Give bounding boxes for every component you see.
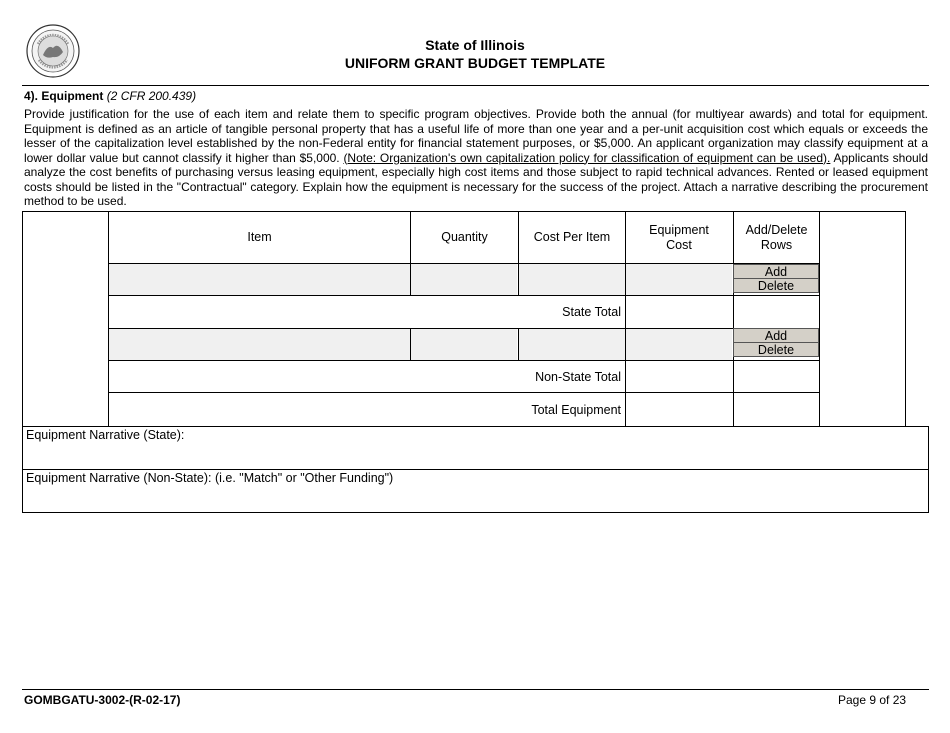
page-number: Page 9 of 23 bbox=[838, 693, 907, 707]
column-header-quantity: Quantity bbox=[441, 230, 488, 244]
nonstate-quantity-input[interactable] bbox=[411, 329, 517, 360]
state-narrative-field[interactable] bbox=[22, 426, 929, 470]
nonstate-total-label: Non-State Total bbox=[535, 369, 621, 384]
section-heading bbox=[24, 89, 196, 103]
total-equipment-label: Total Equipment bbox=[531, 402, 621, 417]
instructions-part1: Provide justification for the use of each item and relate them to specific program objectives. Provide both the annual (for multiyear awards) and total for equipment. Equipment is defined as an article of tangible personal property that has a useful life of more than one year and a per-unit acquisition cost which equals or exceeds the lesser of the capitalization level established by the non-Federal entity for financial statement purposes, or $5,000. An applicant organization may classify equipment at a lower dollar value but cannot classify it higher than $5,000. bbox=[24, 107, 928, 165]
state-narrative-label: Equipment Narrative (State): bbox=[26, 428, 185, 442]
nonstate-total-value bbox=[626, 361, 733, 392]
total-equipment-value bbox=[626, 393, 733, 426]
nonstate-delete-row-button[interactable]: Delete bbox=[733, 342, 819, 357]
form-id: GOMBGATU-3002-(R-02-17) bbox=[24, 693, 181, 707]
instructions-note: (Note: Organization's own capitalization policy for classification of equipment can be used). bbox=[343, 150, 831, 165]
nonstate-narrative-field[interactable] bbox=[22, 469, 929, 513]
instructions-part2: Applicants should analyze the cost benefits of purchasing versus leasing equipment, especially high cost items and those subject to rapid technical advances. Rented or leased equipment costs should be listed in the "Contractual" category. Explain how the equipment is necessary for the success of the project. Attach a narrative describing the procurement method to be used. bbox=[24, 150, 929, 208]
column-header-equipment-cost: Equipment Cost bbox=[649, 222, 709, 252]
state-add-row-button[interactable]: Add bbox=[733, 264, 819, 279]
nonstate-add-row-button[interactable]: Add bbox=[733, 328, 819, 343]
section-instructions bbox=[24, 107, 928, 209]
nonstate-narrative-label: Equipment Narrative (Non-State): (i.e. "Match" or "Other Funding") bbox=[26, 471, 394, 485]
nonstate-equipment-cost-field bbox=[626, 329, 732, 360]
column-header-cost-per-item: Cost Per Item bbox=[533, 230, 611, 244]
column-header-add-delete-rows: Add/Delete Rows bbox=[745, 222, 808, 252]
state-cost-per-item-input[interactable] bbox=[519, 264, 625, 295]
header-rule bbox=[22, 85, 929, 86]
state-equipment-cost-field bbox=[626, 264, 732, 295]
state-total-label: State Total bbox=[562, 305, 621, 319]
section-heading-citation: (2 CFR 200.439) bbox=[106, 89, 197, 103]
footer-rule bbox=[22, 689, 929, 690]
state-item-input[interactable] bbox=[109, 264, 410, 295]
header-title-state: State of Illinois bbox=[425, 37, 525, 53]
state-delete-row-button[interactable]: Delete bbox=[733, 278, 819, 293]
state-quantity-input[interactable] bbox=[411, 264, 517, 295]
column-header-item: Item bbox=[247, 230, 272, 244]
nonstate-cost-per-item-input[interactable] bbox=[519, 329, 625, 360]
section-heading-title: 4). Equipment bbox=[24, 89, 104, 103]
state-total-value bbox=[626, 296, 733, 328]
header-title-template: UNIFORM GRANT BUDGET TEMPLATE bbox=[344, 55, 606, 71]
nonstate-item-input[interactable] bbox=[109, 329, 410, 360]
